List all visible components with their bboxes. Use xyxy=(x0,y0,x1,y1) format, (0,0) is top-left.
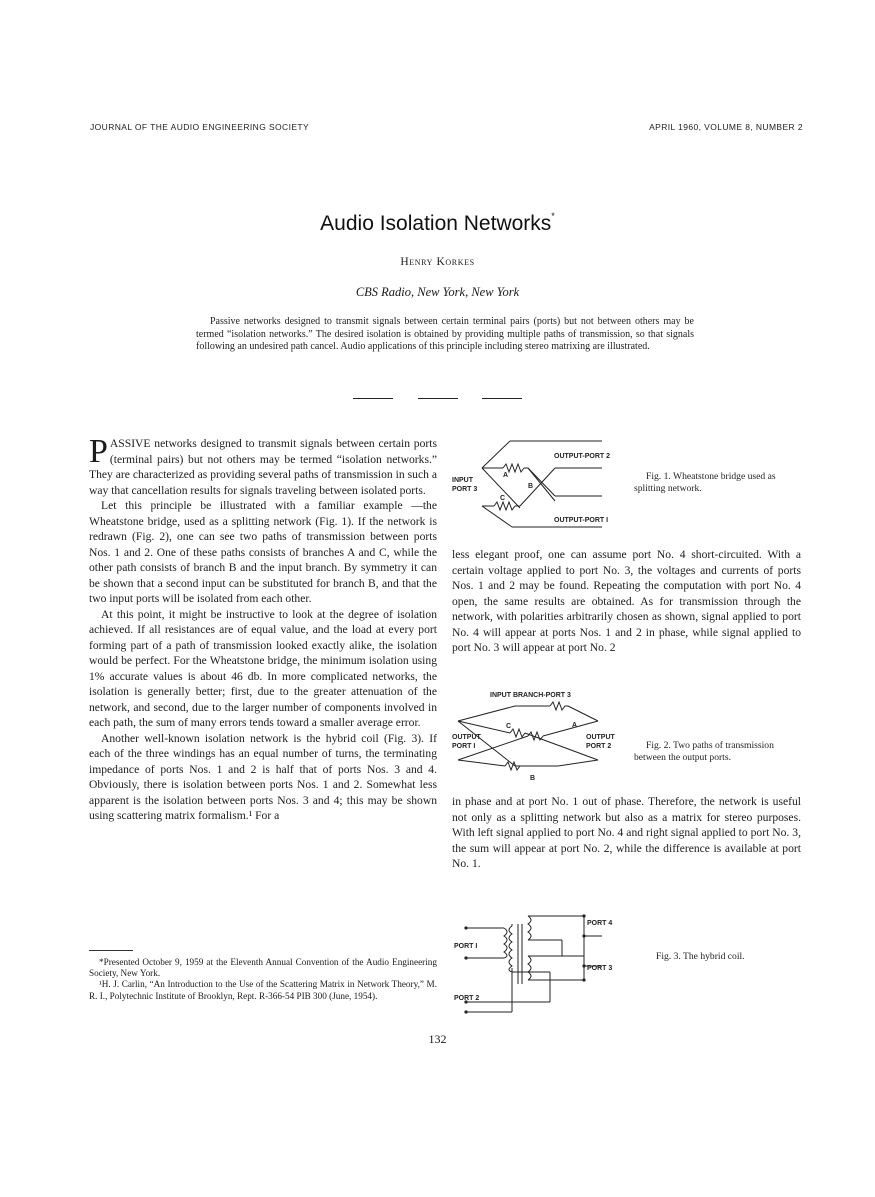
author-affiliation: CBS Radio, New York, New York xyxy=(355,285,520,299)
fig1-label-c: C xyxy=(500,495,506,502)
fig2-label-b: B xyxy=(530,775,536,782)
fig2-label-port2: PORT 2 xyxy=(586,743,612,750)
right-column-text-1 xyxy=(452,547,801,656)
paragraph-right-2: in phase and at port No. 1 out of phase. Therefore, the network is useful not only as a splitting network but also as a matrix for stereo purposes. With left signal applied to port No. 4 and right signal applied to port No. 3, the sum will appear at port No. 2, while the difference is available at port No. 1. xyxy=(452,795,801,870)
fig3-label-port1: PORT I xyxy=(454,943,478,950)
fig2-label-c: C xyxy=(506,723,512,730)
separator-dash-1 xyxy=(353,398,393,399)
paragraph-2: Let this principle be illustrated with a familiar example —the Wheatstone bridge, used as a splitting network (Fig. 1). If the network is redrawn (Fig. 2), one can see two paths of transmission between ports Nos. 1 and 2. One of these paths consists of branches A and C, while the other path consists of branch B and the input branch. By symmetry it can be shown that a second input can be substituted for branch B, and that the two input ports will be isolated from each other. xyxy=(89,499,437,605)
fig1-label-output-port2: OUTPUT-PORT 2 xyxy=(554,453,611,460)
separator-dash-2 xyxy=(418,398,458,399)
fig2-label-output-left: OUTPUT xyxy=(452,734,481,741)
figure-1-caption: Fig. 1. Wheatstone bridge used as splitting network. xyxy=(634,471,776,494)
article-title-text: Audio Isolation Networks xyxy=(320,212,552,235)
page-number: 132 xyxy=(428,1032,447,1046)
fig1-label-input: INPUT xyxy=(452,477,473,484)
paragraph-1 xyxy=(89,433,437,498)
fig1-label-b: B xyxy=(528,483,534,490)
lead-caps: ASSIVE xyxy=(109,437,151,450)
paragraph-right-1: less elegant proof, one can assume port No. 4 short-circuited. With a certain voltage applied to port No. 3, the voltages and currents of ports Nos. 1 and 2 may be found. Repeating the computation with port No. 4 open, the same results are obtained. As for transmission through the network, with polarities arbitrarily chosen as shown, signal applied to port No. 4 will appear at ports Nos. 1 and 2 in phase, while signal applied to port No. 3 will appear at port No. 2 xyxy=(452,548,801,654)
fig1-label-port3: PORT 3 xyxy=(452,486,478,493)
footnote-reference-1: ¹H. J. Carlin, “An Introduction to the Use of the Scattering Matrix in Network Theory,” M. R. I., Polytechnic Institute of Brooklyn, Rept. R-366-54 PIB 300 (June, 1954). xyxy=(89,979,437,1001)
figure-3-hybrid-coil xyxy=(452,906,632,1018)
paragraph-1-text: networks designed to transmit signals between certain ports (terminal pairs) but not others may be termed “isolation networks.” They are characterized as providing several paths of transmission in such a way that cancellation results for signals traveling between isolated ports. xyxy=(89,437,437,497)
fig2-label-a: A xyxy=(572,722,578,729)
fig3-label-port4: PORT 4 xyxy=(587,920,613,927)
author-name: Henry Korkes xyxy=(400,256,475,268)
figure-3-caption: Fig. 3. The hybrid coil. xyxy=(656,951,745,962)
fig3-label-port2: PORT 2 xyxy=(454,995,480,1002)
separator-dash-3 xyxy=(482,398,522,399)
fig3-label-port3: PORT 3 xyxy=(587,965,613,972)
title-footnote-mark: * xyxy=(551,211,555,221)
figure-2-caption: Fig. 2. Two paths of transmission between the output ports. xyxy=(634,740,774,763)
abstract: Passive networks designed to transmit signals between certain terminal pairs (ports) but not between others may be termed “isolation networks.” The desired isolation is obtained by providing multiple paths of transmission, so that signals following an undesired path cancel. Audio applications of this principle including stereo matrixing are illustrated. xyxy=(196,316,694,353)
fig2-label-input-branch: INPUT BRANCH-PORT 3 xyxy=(490,692,571,699)
issue-running-head: APRIL 1960, VOLUME 8, NUMBER 2 xyxy=(649,122,803,132)
figure-1-wheatstone-bridge xyxy=(450,438,625,530)
fig1-label-output-port1: OUTPUT-PORT I xyxy=(554,517,609,524)
footnotes xyxy=(89,957,437,1002)
fig2-label-output-right: OUTPUT xyxy=(586,734,615,741)
footnote-rule xyxy=(89,950,133,951)
right-column-text-2 xyxy=(452,794,801,872)
drop-cap: P xyxy=(89,433,108,470)
footnote-presented: *Presented October 9, 1959 at the Eleventh Annual Convention of the Audio Engineering Society, New York. xyxy=(89,957,437,979)
paragraph-3: At this point, it might be instructive to look at the degree of isolation achieved. If all resistances are of equal value, and the load at every port forming part of a path of transmission looked exactly alike, the isolation would be perfect. For the Wheatstone bridge, the minimum isolation using 1% accurate values is about 46 db. In more complicated networks, the isolation is generally better; first, due to the greater attenuation of the network, and second, due to the larger number of components involved in each path, the sum of many errors tends toward a smaller average error. xyxy=(89,607,437,729)
journal-running-head: JOURNAL OF THE AUDIO ENGINEERING SOCIETY xyxy=(90,122,310,132)
fig1-label-a: A xyxy=(503,472,509,479)
figure-2-transmission-paths xyxy=(450,688,630,784)
fig2-label-port1: PORT I xyxy=(452,743,476,750)
article-title xyxy=(0,211,875,236)
left-column xyxy=(89,433,437,824)
paragraph-4: Another well-known isolation network is the hybrid coil (Fig. 3). If each of the three windings has an equal number of turns, the terminating impedance of ports Nos. 1 and 2 is half that of ports Nos. 3 and 4. Obviously, there is isolation between ports Nos. 1 and 2. Somewhat less apparent is the isolation between ports Nos. 3 and 4; this may be shown using scattering matrix formalism.¹ For a xyxy=(89,731,437,822)
